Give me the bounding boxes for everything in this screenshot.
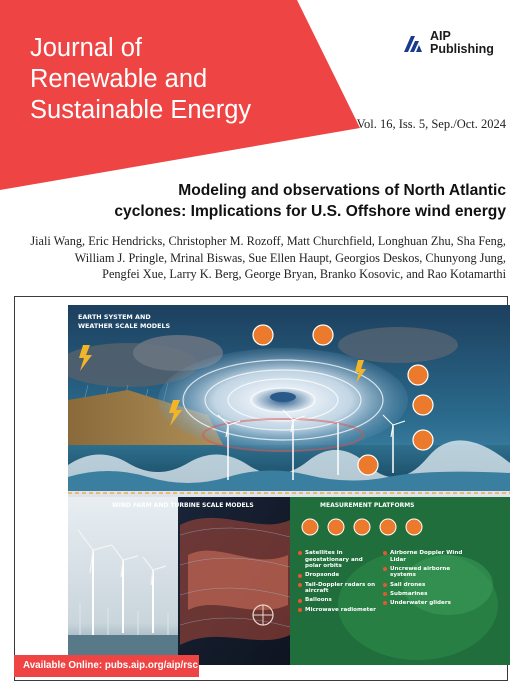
platform-item-label: Sail drones xyxy=(390,581,426,588)
platform-item-label: Airborne Doppler Wind Lidar xyxy=(390,550,463,563)
balloon-icon xyxy=(413,430,433,450)
journal-title xyxy=(30,33,320,126)
author-list xyxy=(6,233,506,283)
journal-title-line: Sustainable Energy xyxy=(30,96,252,124)
satellite-icon xyxy=(253,325,273,345)
platform-item xyxy=(383,550,465,563)
platform-item-label: Microwave radiometer xyxy=(305,606,376,613)
platform-item-label: Uncrewed airborne systems xyxy=(390,565,451,579)
panel-right-label: MEASUREMENT PLATFORMS xyxy=(320,502,415,509)
bullet-icon xyxy=(383,601,387,605)
platform-item-label: Balloons xyxy=(305,597,332,604)
platform-list-left xyxy=(298,550,380,616)
aircraft-icon xyxy=(313,325,333,345)
article-title-line: Modeling and observations of North Atlantic xyxy=(178,182,506,199)
bullet-icon xyxy=(298,608,302,612)
boat-icon xyxy=(380,519,396,535)
lidar-icon xyxy=(408,365,428,385)
bullet-icon xyxy=(298,551,302,555)
drone-icon xyxy=(413,395,433,415)
platform-item xyxy=(298,607,380,614)
platform-item-label: Underwater gliders xyxy=(390,599,451,606)
platform-list-right xyxy=(383,550,465,609)
available-online-link[interactable]: Available Online: pubs.aip.org/aip/rsc xyxy=(14,655,199,677)
platform-item xyxy=(298,582,380,595)
platform-item-label: Submarines xyxy=(390,590,428,597)
panel-top-label xyxy=(78,313,151,321)
bullet-icon xyxy=(298,583,302,587)
platform-item xyxy=(383,582,465,589)
panel-left-label: WIND FARM AND TURBINE SCALE MODELS xyxy=(112,502,254,509)
author-line: Jiali Wang, Eric Hendricks, Christopher M. Rozoff, Matt Churchfield, Longhuan Zhu, Sha Feng, xyxy=(30,234,506,248)
cover-illustration xyxy=(68,305,510,665)
journal-title-line: Renewable and xyxy=(30,65,208,93)
panel-top-label-line: EARTH SYSTEM AND xyxy=(78,313,151,321)
journal-title-line: Journal of xyxy=(30,34,142,62)
bullet-icon xyxy=(298,574,302,578)
article-title xyxy=(66,180,506,222)
publisher-logo[interactable] xyxy=(402,30,494,56)
panel-top-label-line: WEATHER SCALE MODELS xyxy=(78,322,171,330)
buoy-icon xyxy=(358,455,378,475)
submarine-icon xyxy=(406,519,422,535)
bullet-icon xyxy=(383,583,387,587)
bullet-icon xyxy=(383,592,387,596)
panel-top-label xyxy=(78,322,171,330)
platform-item xyxy=(298,597,380,604)
publisher-name xyxy=(430,30,494,56)
issue-info: Vol. 16, Iss. 5, Sep./Oct. 2024 xyxy=(356,117,506,131)
drone-icon xyxy=(354,519,370,535)
author-line: Pengfei Xue, Larry K. Berg, George Bryan, Branko Kosovic, and Rao Kotamarthi xyxy=(102,267,506,281)
aip-logo-icon xyxy=(402,32,424,54)
bullet-icon xyxy=(383,551,387,555)
article-title-line: cyclones: Implications for U.S. Offshore wind energy xyxy=(114,203,506,220)
platform-item xyxy=(298,550,380,570)
platform-item xyxy=(298,572,380,579)
aircraft-icon xyxy=(328,519,344,535)
author-line: William J. Pringle, Mrinal Biswas, Sue Ellen Haupt, Georgios Deskos, Chunyong Jung, xyxy=(74,250,506,265)
platform-item xyxy=(383,591,465,598)
satellite-icon xyxy=(302,519,318,535)
platform-item-label: Dropsonde xyxy=(305,572,340,579)
publisher-name-line: Publishing xyxy=(430,42,494,56)
platform-item xyxy=(383,566,465,579)
publisher-name-line: AIP xyxy=(430,29,451,43)
platform-item-label: Satellites in geostationary and polar orbits xyxy=(305,550,363,570)
platform-item xyxy=(383,600,465,607)
bullet-icon xyxy=(298,599,302,603)
bullet-icon xyxy=(383,567,387,571)
platform-item-label: Tail-Doppler radars on aircraft xyxy=(305,581,376,595)
